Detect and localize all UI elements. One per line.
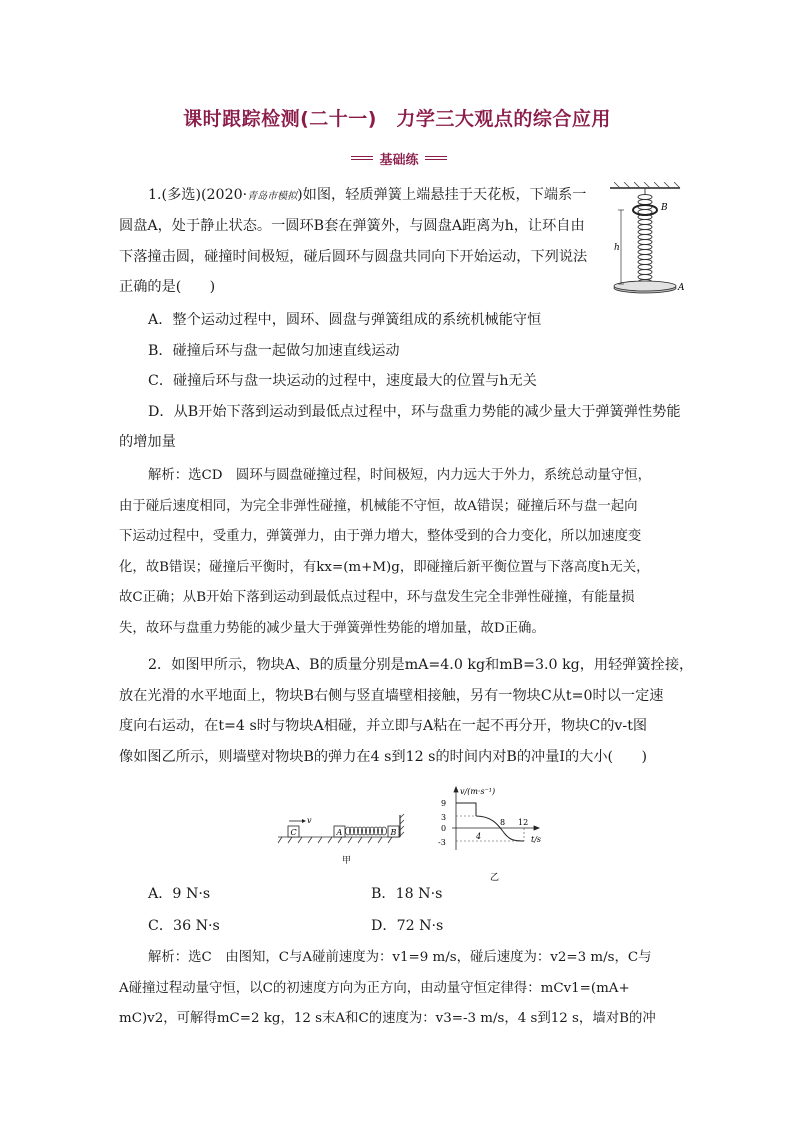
section-label-text: 基础练 — [379, 152, 419, 168]
svg-text:C: C — [290, 828, 297, 837]
question-1-solution: 解析：选CD 圆环与圆盘碰撞过程，时间极短，内力远大于外力，系统总动量守恒， — [148, 468, 652, 483]
caption-jia: 甲 — [342, 856, 352, 866]
question-1-stem — [148, 180, 586, 211]
option-b: B．碰撞后环与盘一起做匀加速直线运动 — [148, 342, 400, 359]
svg-text:A: A — [336, 828, 343, 837]
question-1-line: 1.(多选)(2020·青岛市模拟)如图，轻质弹簧上端悬挂于天花板，下端系一 — [148, 187, 587, 203]
block-c — [288, 826, 299, 837]
ground — [278, 837, 400, 843]
caption-yi: 乙 — [490, 873, 500, 883]
option-c: C．碰撞后环与盘一块运动的过程中，速度最大的位置与h无关 — [148, 373, 537, 389]
question-2-stem: 2．如图甲所示，物块A、B的质量分别是mA=4.0 kg和mB=3.0 kg，用轻弹簧拴接， — [148, 657, 694, 673]
question-2-solution: 解析：选C 由图知，C与A碰前速度为：v1=9 m/s，碰后速度为：v2=3 m/s，C与 — [148, 950, 652, 965]
spring-ab — [345, 827, 386, 835]
block-a — [334, 826, 345, 837]
q2-option-a: A．9 N·s — [148, 886, 211, 902]
y-tick-9: 9 — [441, 799, 447, 808]
page-title: 课时跟踪检测(二十一) 力学三大观点的综合应用 — [183, 108, 611, 130]
q2-option-b: B．18 N·s — [371, 886, 443, 902]
x-tick-4: 4 — [476, 832, 482, 841]
svg-text:v: v — [307, 816, 312, 825]
question-1-line: 下落撞击圆，碰撞时间极短，碰后圆环与圆盘共同向下开始运动，下列说法 — [119, 248, 588, 265]
question-2-solution-cont: A碰撞过程动量守恒，以C的初速度方向为正方向，由动量守恒定律得：mCv1=(mA+ mC)v2，可解得mC=2 kg，12 s末A和C的速度为：v3=-3 m/s，4 s到12 s，墙对B的冲 — [119, 980, 656, 1026]
svg-text:B: B — [390, 828, 397, 837]
section-rule-right — [425, 156, 447, 160]
ring-b — [633, 205, 657, 215]
question-1-line: 圆盘A，处于静止状态。一圆环B套在弹簧外，与圆盘A距离为h，让环自由 — [119, 218, 585, 234]
spring-figure — [604, 182, 686, 300]
label-b: B — [661, 203, 668, 213]
figure-yi-vt-graph — [432, 784, 554, 884]
label-h: h — [614, 243, 620, 253]
question-1-source: 青岛市模拟 — [247, 191, 298, 202]
spring — [638, 188, 652, 285]
label-a: A — [678, 283, 685, 293]
option-d-cont: 的增加量 — [119, 434, 176, 450]
question-1-options — [148, 305, 681, 427]
ceiling — [610, 182, 680, 188]
option-a: A．整个运动过程中，圆环、圆盘与弹簧组成的系统机械能守恒 — [148, 312, 542, 328]
velocity-arrow — [289, 816, 312, 825]
y-tick-neg3: -3 — [438, 838, 446, 847]
question-1-solution-cont: 由于碰后速度相同，为完全非弹性碰撞，机械能不守恒，故A错误；碰撞后环与盘一起向 下运动过程中，受重力，弹簧弹力，由于弹力增大，整体受到的合力变化，所以加速度变 化，故B错误；碰撞后平衡时，有kx=(m+M)g，即碰撞后新平衡位置与下落高度h无关， 故C正确；从B开始下落到运动到最低点过程中，环与盘发生完全非弹性碰撞，有能量损 失，故环与盘重力势能的减少量大于弹簧弹性势能的增加量，故D正确。 — [119, 498, 650, 636]
x-tick-12: 12 — [518, 818, 529, 827]
question-1-stem-cont — [119, 211, 587, 303]
x-axis-label: t/s — [531, 835, 542, 844]
guide-lines — [456, 816, 524, 841]
wall — [400, 814, 404, 837]
question-1-line: 正确的是( ) — [119, 279, 216, 295]
section-rule-left — [351, 156, 373, 160]
option-d: D．从B开始下落到运动到最低点过程中，环与盘重力势能的减少量大于弹簧弹性势能 — [148, 403, 681, 420]
y-axis-label: v/(m·s⁻¹) — [460, 787, 496, 796]
x-tick-8: 8 — [500, 818, 506, 827]
block-b — [388, 826, 399, 837]
disk-a — [614, 281, 676, 293]
q2-option-c: C．36 N·s — [148, 918, 220, 934]
velocity-curve — [456, 803, 524, 841]
q2-option-d: D．72 N·s — [371, 918, 444, 934]
question-2-stem-cont: 放在光滑的水平地面上，物块B右侧与竖直墙壁相接触，另有一物块C从t=0时以一定速 度向右运动，在t=4 s时与物块A相碰，并立即与A粘在一起不再分开，物块C的v-t图 像如图乙所示，则墙壁对物块B的弹力在4 s到12 s的时间内对B的冲量I的大小( ) — [119, 687, 664, 765]
y-tick-0: 0 — [441, 824, 447, 833]
y-tick-3: 3 — [441, 813, 447, 822]
figure-jia — [276, 810, 406, 868]
section-label — [340, 148, 458, 168]
